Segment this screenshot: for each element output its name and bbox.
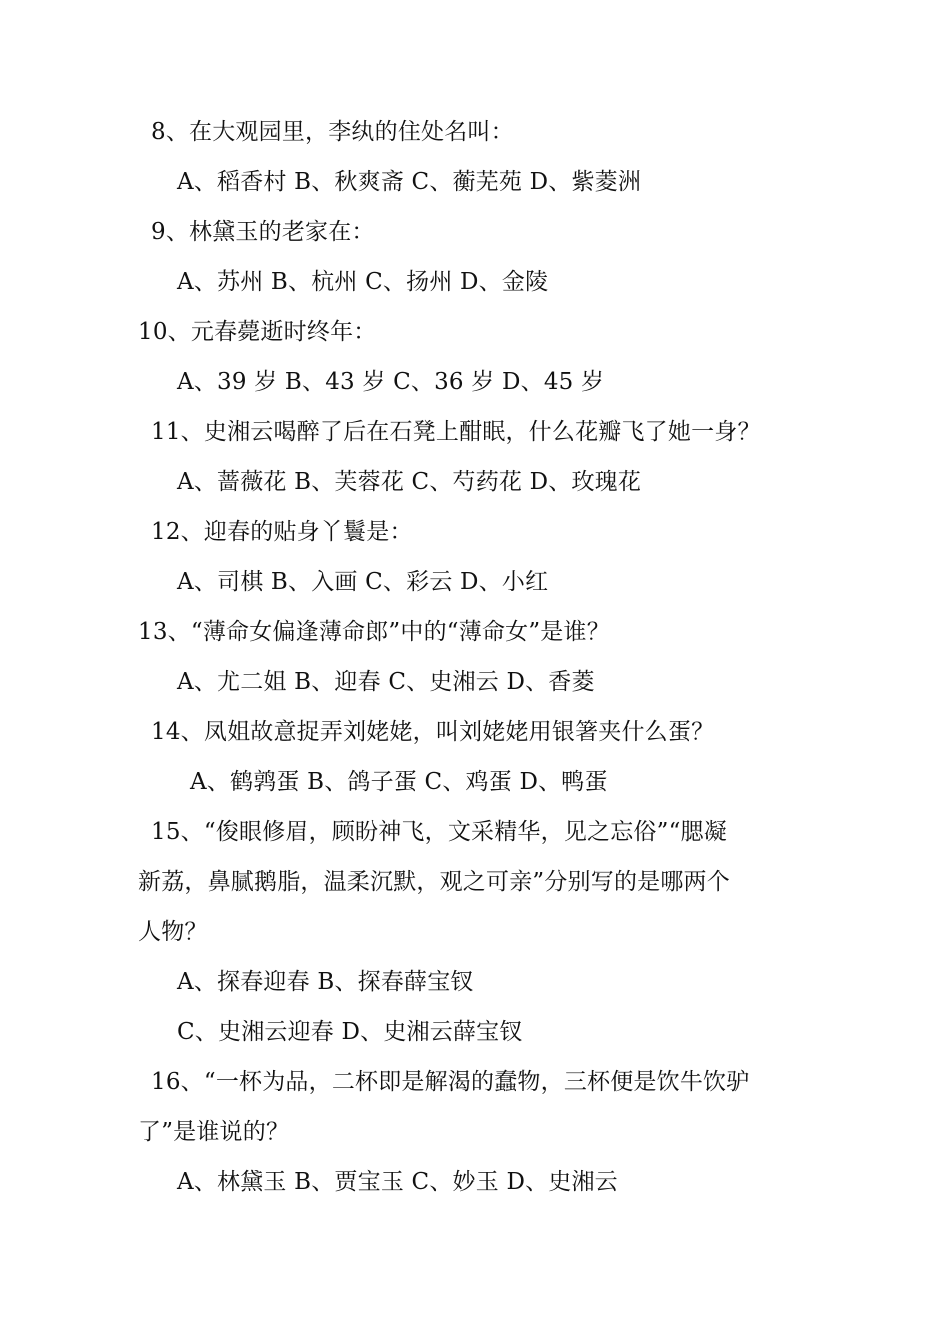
options-12: A、司棋 B、入画 C、彩云 D、小红 [177,569,549,595]
question-11: 11、史湘云喝醉了后在石凳上酣眠，什么花瓣飞了她一身？ [151,419,761,445]
question-15-line-2: 新荔，鼻腻鹅脂，温柔沉默，观之可亲”分别写的是哪两个 [138,869,730,895]
question-16-line-1: 16、“一杯为品，二杯即是解渴的蠢物，三杯便是饮牛饮驴 [151,1069,750,1095]
options-9: A、苏州 B、杭州 C、扬州 D、金陵 [177,269,549,295]
question-8: 8、在大观园里，李纨的住处名叫： [151,119,514,145]
question-10: 10、元春薨逝时终年： [138,319,377,345]
question-13: 13、“薄命女偏逢薄命郎”中的“薄命女”是谁？ [138,619,610,645]
question-12: 12、迎春的贴身丫鬟是： [151,519,413,545]
options-15-line-1: A、探春迎春 B、探春薛宝钗 [177,969,474,995]
options-10: A、39 岁 B、43 岁 C、36 岁 D、45 岁 [177,369,605,395]
question-9: 9、林黛玉的老家在： [151,219,375,245]
options-14: A、鹤鹑蛋 B、鸽子蛋 C、鸡蛋 D、鸭蛋 [190,769,608,795]
question-14: 14、凤姐故意捉弄刘姥姥，叫刘姥姥用银箸夹什么蛋？ [151,719,715,745]
options-8: A、稻香村 B、秋爽斋 C、蘅芜苑 D、紫菱洲 [177,169,642,195]
options-11: A、蔷薇花 B、芙蓉花 C、芍药花 D、玫瑰花 [177,469,642,495]
options-13: A、尤二姐 B、迎春 C、史湘云 D、香菱 [177,669,595,695]
question-15-line-1: 15、“俊眼修眉，顾盼神飞，文采精华，见之忘俗”“腮凝 [151,819,727,845]
options-15-line-2: C、史湘云迎春 D、史湘云薛宝钗 [177,1019,523,1045]
options-16: A、林黛玉 B、贾宝玉 C、妙玉 D、史湘云 [177,1169,618,1195]
question-15-line-3: 人物？ [138,919,208,945]
question-16-line-2: 了”是谁说的？ [138,1119,290,1145]
